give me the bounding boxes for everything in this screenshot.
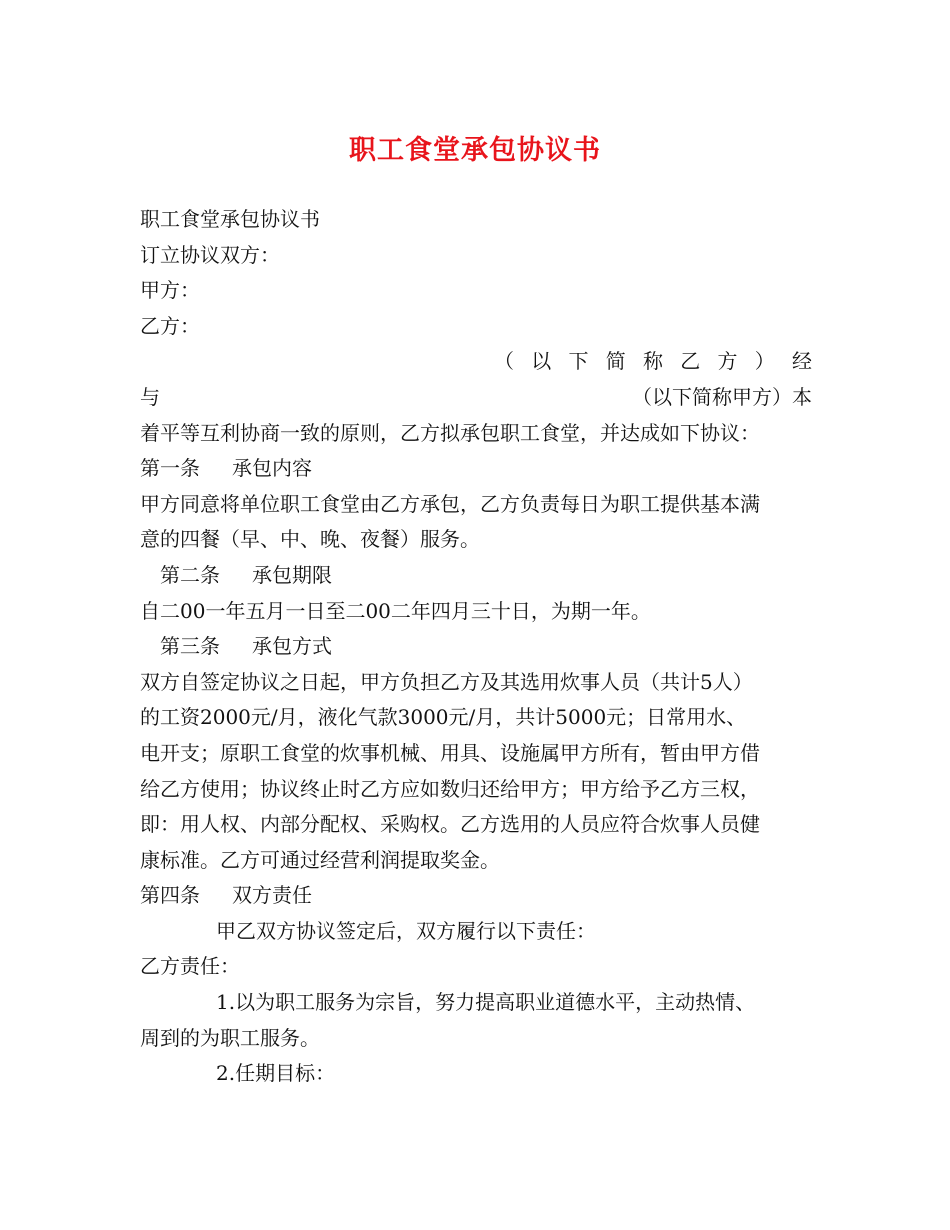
- party-a-line: 甲方：: [140, 278, 200, 303]
- article-2-title: 承包期限: [252, 562, 332, 587]
- article-1-heading: [140, 451, 812, 487]
- responsibility-item-1-cont: 周到的为职工服务。: [140, 1025, 320, 1050]
- alias-b-char: 以: [531, 349, 552, 374]
- alias-b-char: 方: [717, 349, 738, 374]
- alias-a-line: [140, 380, 812, 416]
- principle-line: 着平等互利协商一致的原则，乙方拟承包职工食堂，并达成如下协议：: [140, 420, 760, 445]
- article-3-text: 给乙方使用；协议终止时乙方应如数归还给甲方；甲方给予乙方三权，: [140, 776, 760, 801]
- article-4-text: 甲乙双方协议签定后，双方履行以下责任：: [216, 918, 596, 943]
- yu-char: 与: [140, 384, 160, 409]
- article-3-text: 即：用人权、内部分配权、采购权。乙方选用的人员应符合炊事人员健: [140, 812, 760, 837]
- party-b-responsibility-heading: 乙方责任：: [140, 954, 240, 979]
- article-3-text: 双方自签定协议之日起，甲方负担乙方及其选用炊事人员（共计5人）: [140, 669, 753, 694]
- alias-b-char: 乙: [680, 349, 701, 374]
- article-3-text: 康标准。乙方可通过经营利润提取奖金。: [140, 847, 500, 872]
- alias-b-spread: [494, 344, 812, 380]
- alias-b-line: [140, 344, 812, 380]
- article-1-text: 甲方同意将单位职工食堂由乙方承包，乙方负责每日为职工提供基本满: [140, 491, 760, 516]
- alias-b-char: 称: [643, 349, 663, 374]
- article-3-title: 承包方式: [252, 634, 332, 659]
- document-title: 职工食堂承包协议书: [349, 135, 601, 166]
- responsibility-item-2: 2.任期目标：: [216, 1061, 336, 1086]
- article-4-heading: [140, 878, 812, 914]
- article-1-number: 第一条: [140, 456, 200, 481]
- doc-name-line: 职工食堂承包协议书: [140, 207, 320, 231]
- alias-a-text: （以下简称甲方）本: [632, 384, 812, 409]
- alias-b-char: 下: [568, 349, 589, 374]
- alias-b-char: 简: [605, 349, 626, 374]
- alias-b-char: （: [494, 349, 514, 374]
- article-2-number: 第二条: [160, 562, 220, 587]
- article-3-text: 电开支；原职工食堂的炊事机械、用具、设施属甲方所有，暂由甲方借: [140, 740, 760, 765]
- article-3-text: 的工资2000元/月，液化气款3000元/月，共计5000元；日常用水、: [140, 705, 747, 730]
- article-2-text: 自二00一年五月一日至二00二年四月三十日，为期一年。: [140, 598, 651, 623]
- party-b-line: 乙方：: [140, 313, 200, 338]
- responsibility-item-1: 1.以为职工服务为宗旨，努力提高职业道德水平，主动热情、: [216, 990, 756, 1015]
- article-4-number: 第四条: [140, 883, 200, 908]
- article-3-heading: [140, 629, 812, 665]
- jing-char: 经: [792, 349, 812, 374]
- document-body: [140, 202, 812, 1092]
- article-1-text: 意的四餐（早、中、晚、夜餐）服务。: [140, 527, 480, 552]
- article-2-heading: [140, 558, 812, 594]
- article-1-title: 承包内容: [232, 456, 312, 481]
- parties-intro-line: 订立协议双方：: [140, 242, 280, 267]
- alias-b-char: ）: [754, 349, 775, 374]
- article-3-number: 第三条: [160, 634, 220, 659]
- article-4-title: 双方责任: [232, 883, 312, 908]
